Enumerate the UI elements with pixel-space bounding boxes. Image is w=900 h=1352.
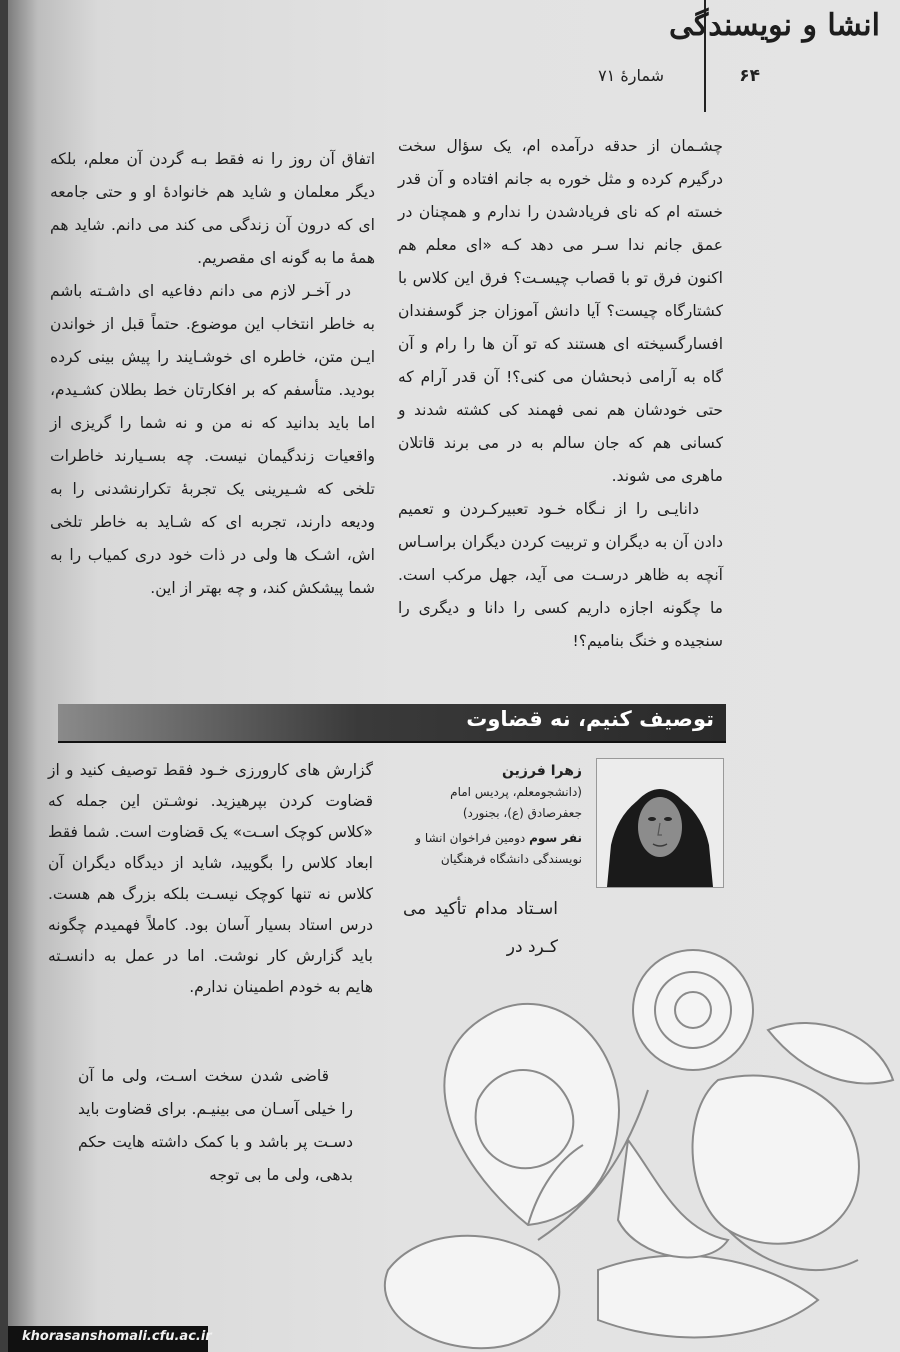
author-portrait-icon	[597, 759, 723, 887]
article2-paragraph: قاضی شدن سخت اسـت، ولی ما آن را خیلی آسـان می بینیـم. برای قضاوت باید دسـت پر باشد و با کمک داشته هایت حکم بدهی، ولی ما بی توجه	[78, 1067, 353, 1184]
author-affiliation: (دانشجومعلم، پردیس امام جعفرصادق (ع)، بجنورد)	[450, 785, 582, 820]
magazine-page	[8, 0, 900, 1352]
award-rank: نفر سوم	[529, 831, 582, 845]
article1-paragraph: اتفاق آن روز را نه فقط بـه گردن آن معلم، بلکه دیگر معلمان و شاید هم خانوادهٔ او و حتی جامعه ای که درون آن زندگی می کند می دانم. شاید هم همهٔ ما به گونه ای مقصریم.	[50, 150, 375, 267]
article2-paragraph: گزارش های کارورزی خـود فقط توصیف کنید و از قضاوت کردن بپرهیزید. نوشـتن این جمله که «کلاس کوچک اسـت» یک قضاوت است. شما فقط ابعاد کلاس را بگویید، شاید از دیدگاه دیگران آن کلاس نه تنها کوچک نیسـت بلکه بزرگ هم هست. درس استاد بسیار آسان بود. کاملاً فهمیدم چگونه باید گزارش کار نوشت. اما در عمل به دانسـته هایم به خودم اطمینان ندارم.	[48, 761, 373, 996]
author-name: زهرا فرزین	[502, 763, 582, 779]
floral-ornament-icon	[298, 940, 900, 1352]
article1-paragraph: چشـمان از حدقه درآمده ام، یک سؤال سخت درگیرم کرده و مثل خوره به جانم افتاده و آن قدر خسته ام که نای فریادشدن را ندارم و همچنان در عمق جانم ندا سـر می دهد کـه «ای معلم هم اکنون فرق تو با قصاب چیسـت؟ فرق این کلاس با کشتارگاه چیست؟ آیا دانش آموزان جز گوسفندان افسارگسیخته ای هستند که تو آن ها را رام و آن گاه به آرامی ذبحشان می کنی؟! آن قدر آرام که حتی خودشان هم نمی فهمند کی کشته شدند و کسانی هم که جان سالم به در می برند قاتلان ماهری می شوند.	[398, 137, 723, 485]
article1-paragraph: دانایـی را از نـگاه خـود تعبیرکـردن و تعمیم دادن آن به دیگران و تربیت کردن دیگران براسـاس آنچه به ظاهر درسـت می آید، جهل مرکب است. ما چگونه اجازه داریم کسی را دانا و دیگری را سنجیده و خنگ بنامیم؟!	[398, 500, 723, 650]
article1-paragraph: در آخـر لازم می دانم دفاعیه ای داشـته باشم به خاطر انتخاب این موضوع. حتماً قبل از خواندن ایـن متن، خاطره ای خوشـایند را پیش بینی کرده بودید. متأسفم که بر افکارتان خط بطلان کشـیدم، اما باید بدانید که نه من و نه شما را گریزی از واقعیات زندگیمان نیست. چه بسـیارند خاطرات تلخی که شـیرینی یک تجربهٔ تکرارنشدنی را به ودیعه دارند، تجربه ای که شـاید به خاطر تلخی اش، اشـک ها ولی در ذات خود دری کمیاب را به شما پیشکش کند، و چه بهتر از این.	[50, 282, 375, 597]
award-line	[412, 828, 582, 870]
issue-number: شمارهٔ ۷۱	[598, 66, 664, 85]
magazine-title: انشا و نویسندگی	[668, 8, 880, 43]
article2-intro-text: اسـتاد مدام تأکید می کـرد در	[403, 899, 558, 957]
author-info-block	[412, 760, 582, 870]
article1-left-column	[50, 143, 375, 605]
section-title: توصیف کنیم، نه قضاوت	[466, 707, 714, 731]
article1-right-column	[398, 130, 723, 658]
page-number: ۶۴	[739, 66, 760, 86]
author-photo	[596, 758, 724, 888]
section-header-bar	[58, 704, 726, 743]
award-text: دومین فراخوان انشا و نویسندگی دانشگاه فرهنگیان	[415, 831, 582, 866]
watermark-text: khorasanshomali.cfu.ac.ir	[22, 1329, 212, 1344]
